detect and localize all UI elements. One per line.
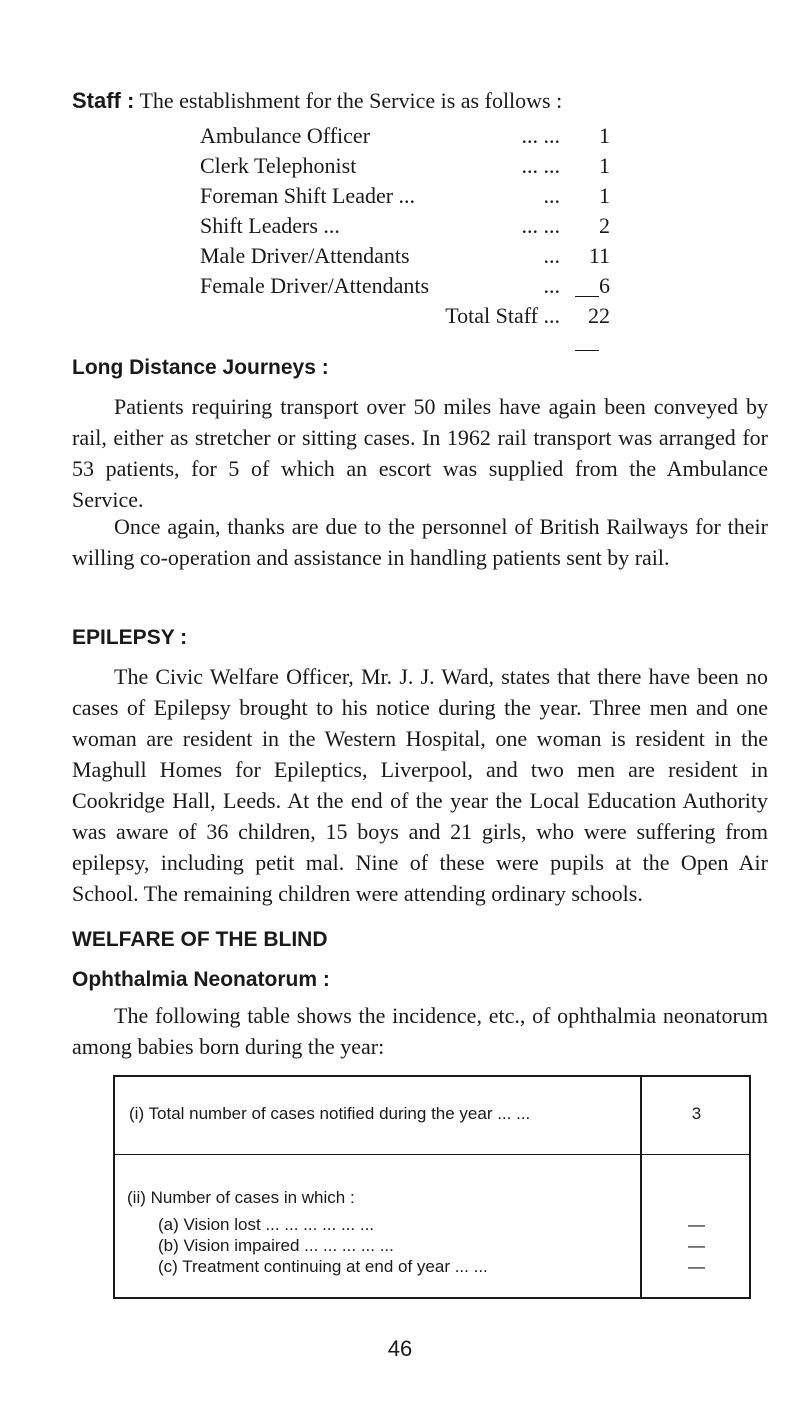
staff-role: Shift Leaders ... [200,213,340,238]
staff-count: 1 [599,183,610,208]
staff-row [200,271,620,301]
table-subrow-label: (b) Vision impaired ... ... ... ... ... [158,1236,394,1255]
total-staff-count: 22 [588,303,610,328]
staff-label: Staff : [72,88,135,113]
table-row-label: (i) Total number of cases notified during the year ... ... [129,1104,531,1123]
welfare-blind-heading: WELFARE OF THE BLIND [72,928,328,951]
staff-intro-text: The establishment for the Service is as follows : [139,88,563,113]
railways-thanks-paragraph: Once again, thanks are due to the personnel of British Railways for their willing co-operation and assistance in handling patients sent by rail. [72,514,768,570]
total-staff-label: Total Staff ... [445,303,560,328]
ophthalmia-paragraph: The following table shows the incidence, etc., of ophthalmia neonatorum among babies born during the year: [72,1003,768,1059]
staff-count: 2 [599,213,610,238]
leader-dots: ... ... [521,153,560,178]
staff-count: 1 [599,153,610,178]
table-subrow-value: — [688,1236,705,1255]
staff-count: 6 [599,273,610,298]
staff-role: Female Driver/Attendants [200,273,430,298]
staff-row [200,241,620,271]
table-row-divider [115,1154,749,1155]
leader-dots: ... ... [521,213,560,238]
table-subrow-value: — [688,1215,705,1234]
ophthalmia-table [113,1075,751,1299]
epilepsy-heading: EPILEPSY : [72,626,188,649]
table-subrow-label: (a) Vision lost ... ... ... ... ... ... [158,1215,375,1234]
staff-row [200,151,620,181]
staff-list [200,121,620,301]
leader-dots: ... [543,243,560,268]
staff-role: Clerk Telephonist [200,153,357,178]
staff-row [200,181,620,211]
staff-role: Male Driver/Attendants [200,243,410,268]
table-subrow-value: — [688,1257,705,1276]
total-rule-bottom [575,350,599,351]
leader-dots: ... [543,273,560,298]
leader-dots: ... [543,183,560,208]
long-distance-paragraph: Patients requiring transport over 50 miles have again been conveyed by rail, either as stretcher or sitting cases. In 1962 rail transport was arranged for 53 patients, for 5 of which an escort was supplied from the Ambulance Service. [72,394,768,512]
staff-role: Ambulance Officer [200,123,371,148]
total-staff-row [200,301,620,331]
table-row-value: 3 [691,1104,702,1123]
long-distance-heading: Long Distance Journeys : [72,356,329,379]
leader-dots: ... ... [521,123,560,148]
page-number: 46 [387,1336,413,1361]
staff-count: 1 [599,123,610,148]
table-row-label: (ii) Number of cases in which : [127,1188,355,1207]
staff-row [200,211,620,241]
epilepsy-paragraph: The Civic Welfare Officer, Mr. J. J. Ward, states that there have been no cases of Epilepsy brought to his notice during the year. Three men and one woman are resident in the Western Hospital, one woman is resident in the Maghull Homes for Epileptics, Liverpool, and two men are resident in Cookridge Hall, Leeds. At the end of the year the Local Education Authority was aware of 36 children, 15 boys and 21 girls, who were suffering from epilepsy, including petit mal. Nine of these were pupils at the Open Air School. The remaining children were attending ordinary schools. [72,664,768,906]
staff-role: Foreman Shift Leader ... [200,183,416,208]
staff-row [200,121,620,151]
staff-intro [72,86,562,116]
staff-count: 11 [588,243,610,268]
total-rule-top [575,296,599,297]
ophthalmia-subheading: Ophthalmia Neonatorum : [72,968,330,991]
table-subrow-label: (c) Treatment continuing at end of year ... ... [158,1257,488,1276]
